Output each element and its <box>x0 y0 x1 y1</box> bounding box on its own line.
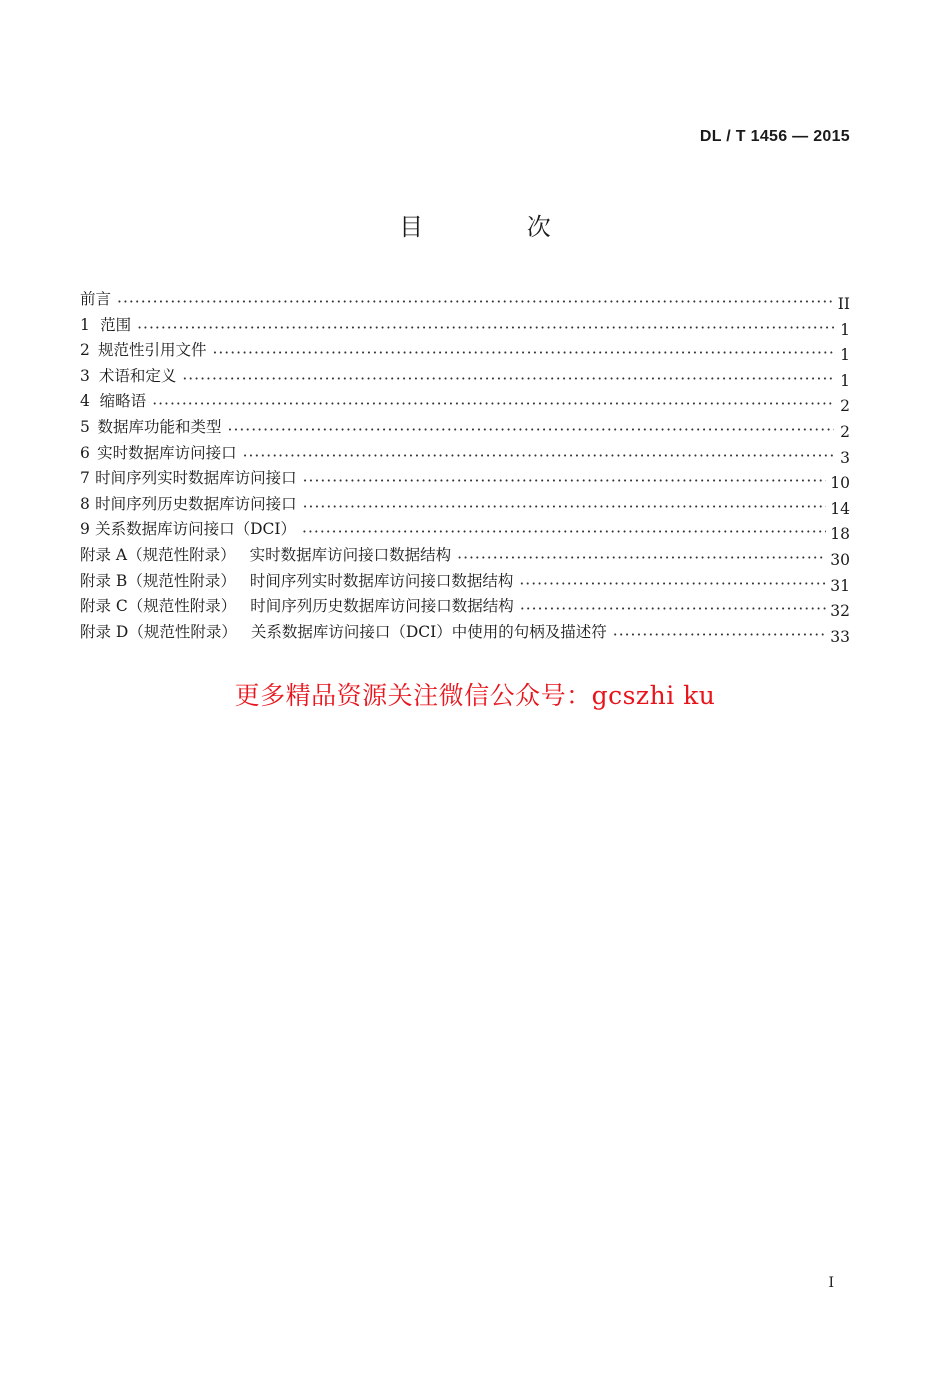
toc-entry-label: 关系数据库访问接口（DCI） <box>95 520 297 539</box>
toc-entry-page: 2 <box>840 397 850 416</box>
toc-entry-foreword[interactable] <box>80 287 850 313</box>
toc-entry-number: 5 <box>80 417 90 436</box>
toc-entry-number: 3 <box>80 366 90 385</box>
toc-leader-dots <box>243 447 834 465</box>
toc-appendix-type: 附录 C（规范性附录） <box>80 597 237 616</box>
toc-entry-label: 缩略语 <box>99 392 147 411</box>
toc-entry-page: 10 <box>830 474 850 493</box>
toc-entry-label: 规范性引用文件 <box>97 341 207 360</box>
toc-leader-dots <box>152 395 834 413</box>
toc-entry-6[interactable] <box>80 441 850 467</box>
promo-banner-text: 更多精品资源关注微信公众号：gcszhi ku <box>234 681 716 710</box>
toc-leader-dots <box>303 472 827 490</box>
toc-appendix-type: 附录 D（规范性附录） <box>80 622 237 641</box>
toc-appendix-type: 附录 A（规范性附录） <box>80 545 236 564</box>
toc-entry-label: 时间序列实时数据库访问接口 <box>95 469 297 488</box>
toc-appendix-b[interactable] <box>80 569 850 595</box>
toc-entry-label: 前言 <box>80 290 112 308</box>
toc-entry-7[interactable] <box>80 466 850 492</box>
toc-leader-dots <box>519 575 826 593</box>
toc-entry-number: 9 <box>80 520 90 539</box>
toc-entry-1[interactable] <box>80 313 850 339</box>
toc-entry-5[interactable] <box>80 415 850 441</box>
toc-leader-dots <box>302 523 826 541</box>
toc-entry-label: 时间序列历史数据库访问接口 <box>95 494 297 513</box>
toc-entry-page: 30 <box>830 550 850 569</box>
toc-entry-label: 范围 <box>100 315 132 334</box>
toc-entry-page: 14 <box>830 499 850 518</box>
toc-entry-label: 实时数据库访问接口数据结构 <box>249 545 452 564</box>
toc-entry-page: 1 <box>840 371 850 390</box>
toc-entry-number: 2 <box>80 341 90 360</box>
toc-entry-number: 7 <box>80 469 90 488</box>
toc-entry-page: 1 <box>840 320 850 339</box>
toc-leader-dots <box>212 344 834 362</box>
toc-entry-page: 3 <box>840 448 850 467</box>
toc-entry-page: 18 <box>830 525 850 544</box>
toc-leader-dots <box>613 626 826 644</box>
toc-entry-page: 1 <box>840 346 850 365</box>
toc-entry-8[interactable] <box>80 492 850 518</box>
toc-leader-dots <box>182 370 834 388</box>
toc-entry-page: 31 <box>830 576 850 595</box>
toc-entry-9[interactable] <box>80 517 850 543</box>
toc-leader-dots <box>520 600 826 618</box>
toc-entry-label: 关系数据库访问接口（DCI）中使用的句柄及描述符 <box>250 622 607 641</box>
toc-entry-label: 术语和定义 <box>98 366 177 385</box>
toc-entry-number: 4 <box>80 392 90 411</box>
toc-entry-number: 6 <box>80 443 90 462</box>
toc-appendix-type: 附录 B（规范性附录） <box>80 571 236 590</box>
toc-entry-label: 时间序列实时数据库访问接口数据结构 <box>249 571 514 590</box>
table-of-contents <box>80 287 850 645</box>
toc-entry-4[interactable] <box>80 389 850 415</box>
page-number: I <box>828 1275 834 1291</box>
toc-entry-page: 32 <box>830 602 850 621</box>
toc-entry-label: 实时数据库访问接口 <box>97 443 237 462</box>
toc-leader-dots <box>228 421 834 439</box>
toc-entry-page: II <box>837 295 850 313</box>
toc-entry-page: 2 <box>840 422 850 441</box>
toc-entry-2[interactable] <box>80 338 850 364</box>
toc-entry-label: 时间序列历史数据库访问接口数据结构 <box>250 597 514 616</box>
standard-code: DL / T 1456 — 2015 <box>699 128 850 145</box>
toc-entry-number: 1 <box>80 315 90 334</box>
toc-leader-dots <box>457 549 826 567</box>
toc-appendix-d[interactable] <box>80 620 850 646</box>
toc-entry-label: 数据库功能和类型 <box>97 417 222 436</box>
toc-entry-page: 33 <box>830 627 850 646</box>
toc-appendix-a[interactable] <box>80 543 850 569</box>
toc-leader-dots <box>117 293 834 311</box>
toc-leader-dots <box>303 498 827 516</box>
toc-leader-dots <box>137 319 834 337</box>
toc-title: 目 次 <box>399 213 599 241</box>
toc-entry-number: 8 <box>80 494 90 513</box>
toc-appendix-c[interactable] <box>80 594 850 620</box>
toc-entry-3[interactable] <box>80 364 850 390</box>
